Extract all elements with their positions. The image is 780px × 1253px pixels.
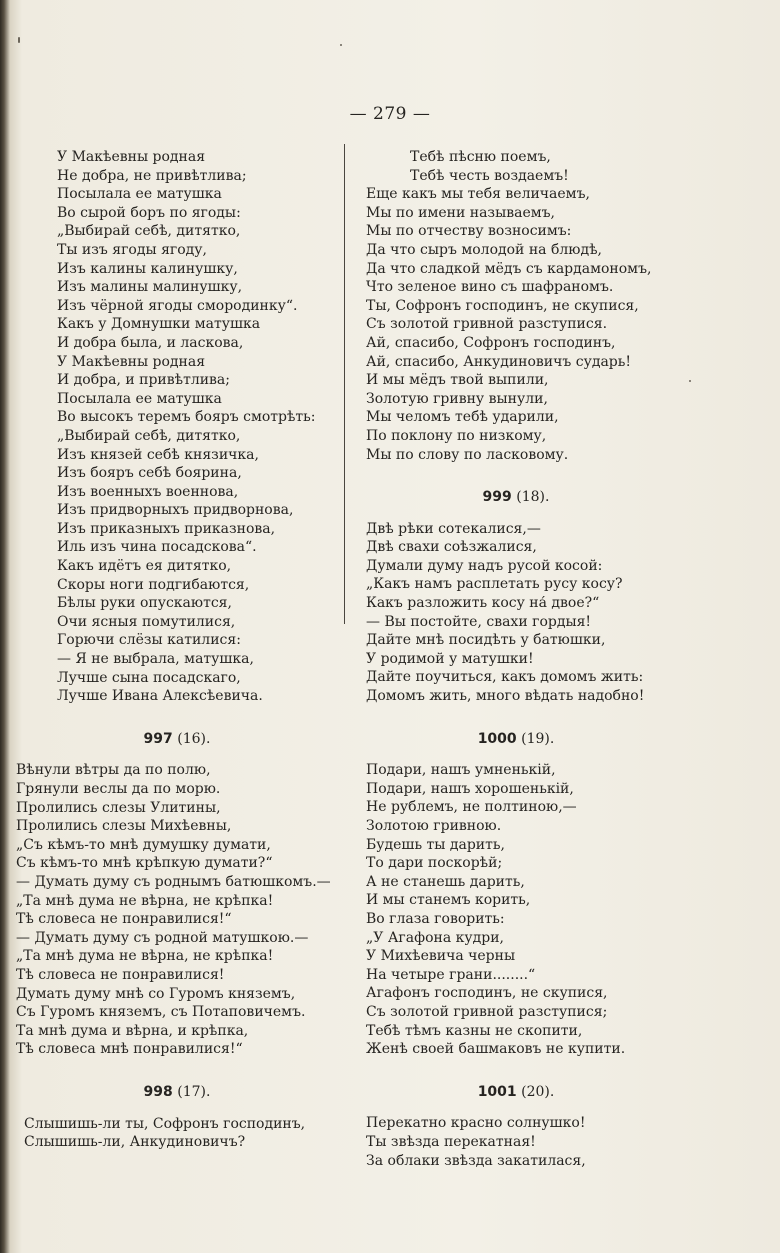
song-heading-997 [16,730,338,749]
verse-line: „Съ кѣмъ-то мнѣ думушку думати, [16,836,271,853]
song-number: 999 [482,489,512,506]
left-column [16,148,338,1152]
verse-line: Съ кѣмъ-то мнѣ крѣпкую думати?“ [16,855,273,872]
verse-line: Дайте мнѣ посидѣть у батюшки, [366,632,606,649]
print-speck [18,37,20,43]
verse-line: — Я не выбрала, матушка, [57,651,254,668]
verse-line: Грянули веслы да по морю. [16,781,221,797]
verse-line: Съ золотой гривной разступися; [366,1003,608,1020]
verse-line: Пролились слезы Улитины, [16,799,221,816]
verse-line: У Макѣевны родная [57,353,206,370]
verse-line: У родимой у матушки! [366,650,534,667]
song-number: 1000 [477,730,517,747]
song-1001-text [366,1114,666,1170]
verse-line: Какъ идётъ ея дитятко, [57,558,232,575]
print-speck [340,44,342,46]
verse-line: Ай, спасибо, Анкудиновичъ сударь! [366,353,631,370]
verse-line: „Та мнѣ дума не вѣрна, не крѣпка! [16,892,274,909]
song-996-continuation [16,148,338,706]
verse-line: На четыре грани........“ [366,966,536,983]
verse-line: Думать думу мнѣ со Гуромъ княземъ, [16,985,296,1002]
verse-line: Что зеленое вино съ шафраномъ. [366,279,614,296]
verse-line: Во сырой боръ по ягоды: [57,204,241,221]
song-heading-998 [16,1083,338,1102]
verse-line: А не станешь дарить, [366,873,525,890]
verse-line: И мы станемъ корить, [366,892,531,909]
verse-line: Изъ чёрной ягоды смородинку“. [57,297,298,314]
verse-line: Мы по слову по ласковому. [366,446,569,463]
verse-line: Та мнѣ дума и вѣрна, и крѣпка, [16,1022,249,1039]
verse-line: Тѣ словеса не понравилися!“ [16,911,232,928]
verse-line: Подари, нашъ умненькій, [366,762,556,779]
verse-line: Мы по имени называемъ, [366,204,555,221]
song-subnumber: (20). [521,1083,555,1100]
verse-line: — Вы постойте, свахи гордыя! [366,613,592,630]
verse-line: Женѣ своей башмаковъ не купити. [366,1041,626,1058]
verse-indented-block [366,148,666,185]
verse-line: Не добра, не привѣтлива; [57,167,247,184]
verse-line: Ты звѣзда перекатная! [366,1133,536,1150]
verse-line: Перекатно красно солнушко! [366,1115,586,1132]
verse-line: Ты, Софронъ господинъ, не скупися, [366,297,639,314]
column-divider [344,144,345,624]
verse-line: „Выбирай себѣ, дитятко, [57,427,241,444]
verse-line: Мы челомъ тебѣ ударили, [366,409,559,426]
verse-line: То дари поскорѣй; [366,855,503,872]
verse-line: Лучше сына посадскаго, [57,669,241,686]
song-number: 1001 [477,1083,517,1100]
verse-line: Тебѣ тѣмъ казны не скопити, [366,1022,583,1039]
song-1000-text [366,761,666,1059]
verse-line: „Та мнѣ дума не вѣрна, не крѣпка! [16,948,274,965]
song-999-text [366,520,666,706]
verse-line: — Думать думу съ родной матушкою.— [16,929,309,946]
verse-line: Пролились слезы Михѣевны, [16,818,232,835]
verse-line: Золотую гривну вынули, [366,390,548,407]
verse-line: Думали думу надъ русой косой: [366,557,603,574]
verse-line: Какъ у Домнушки матушка [57,316,261,333]
verse-line: За облаки звѣзда закатилася, [366,1152,586,1169]
verse-line: Слышишь-ли, Анкудиновичъ? [24,1134,246,1151]
song-number: 997 [143,730,173,747]
verse-line: Изъ калины калинушку, [57,260,238,277]
song-998-continuation [366,148,666,464]
verse-line: По поклону по низкому, [366,427,547,444]
song-heading-999 [366,488,666,507]
song-997-text [16,761,338,1059]
verse-line: Не рублемъ, не полтиною,— [366,799,577,816]
song-998-text [16,1115,338,1152]
verse-line: Съ Гуромъ княземъ, съ Потаповичемъ. [16,1004,306,1021]
verse-line: Горючи слёзы катилися: [57,632,241,649]
verse-line: Еще какъ мы тебя величаемъ, [366,186,590,203]
verse-line: Тебѣ пѣсню поемъ, [410,149,551,165]
verse-line: „Выбирай себѣ, дитятко, [57,223,241,240]
verse-line: — Думать думу съ роднымъ батюшкомъ.— [16,873,331,890]
verse-line: Изъ придворныхъ придворнова, [57,502,294,519]
verse-line: Посылала ее матушка [57,186,222,203]
verse-line: Слышишь-ли ты, Софронъ господинъ, [24,1115,306,1132]
song-subnumber: (16). [177,730,211,747]
verse-line: Да что сыръ молодой на блюдѣ, [366,241,602,258]
verse-line: И добра была, и ласкова, [57,334,244,351]
verse-line: Изъ военныхъ военнова, [57,483,239,500]
verse-line: Двѣ рѣки сотекалися,— [366,520,541,537]
verse-line: У Макѣевны родная [57,149,206,165]
verse-line: У Михѣевича черны [366,948,516,965]
verse-line: Изъ князей себѣ князичка, [57,446,259,463]
verse-line: Вѣнули вѣтры да по полю, [16,762,211,779]
verse-line: Иль изъ чина посадскова“. [57,539,257,556]
verse-line: Тѣ словеса не понравилися! [16,966,225,983]
page-number: — 279 — [349,104,431,124]
verse-line: Изъ приказныхъ приказнова, [57,520,276,537]
print-speck [689,380,691,382]
verse-line: Во глаза говорить: [366,910,505,927]
song-subnumber: (19). [521,730,555,747]
verse-line: Да что сладкой мёдъ съ кардамономъ, [366,260,652,277]
verse-line: Скоры ноги подгибаются, [57,576,250,593]
verse-line: „Какъ намъ расплетать русу косу? [366,576,623,593]
verse-line: Дайте поучиться, какъ домомъ жить: [366,669,644,686]
verse-line: Мы по отчеству возносимъ: [366,223,572,240]
verse-line: Изъ бояръ себѣ боярина, [57,465,242,482]
verse-line: Тѣ словеса мнѣ понравилися!“ [16,1041,243,1058]
verse-line: Во высокъ теремъ бояръ смотрѣть: [57,409,316,426]
verse-line: Ай, спасибо, Софронъ господинъ, [366,334,616,351]
verse-line: Посылала ее матушка [57,390,222,407]
verse-line: Бѣлы руки опускаются, [57,595,232,612]
song-subnumber: (18). [516,489,550,506]
song-number: 998 [143,1083,173,1100]
verse-line: И мы мёдъ твой выпили, [366,372,549,389]
verse-line: Очи ясныя помутилися, [57,613,236,630]
verse-line: Изъ малины малинушку, [57,279,243,296]
verse-line: „У Агафона кудри, [366,929,504,946]
song-heading-1000 [366,730,666,749]
verse-line: Лучше Ивана Алексѣевича. [57,688,263,705]
verse-line: Будешь ты дарить, [366,836,505,853]
verse-line: Подари, нашъ хорошенькій, [366,780,574,797]
right-column [366,148,666,1170]
verse-line: И добра, и привѣтлива; [57,372,230,389]
verse-line: Ты изъ ягоды ягоду, [57,241,207,258]
verse-line: Тебѣ честь воздаемъ! [410,167,569,184]
verse-line: Какъ разложить косу на́ двое?“ [366,595,600,612]
verse-line: Агафонъ господинъ, не скупися, [366,985,608,1002]
song-heading-1001 [366,1083,666,1102]
verse-line: Золотою гривною. [366,818,502,834]
verse-line: Домомъ жить, много вѣдать надобно! [366,688,645,705]
verse-line: Двѣ свахи соѣзжалися, [366,539,537,556]
song-subnumber: (17). [177,1083,211,1100]
verse-line: Съ золотой гривной разступися. [366,316,608,333]
